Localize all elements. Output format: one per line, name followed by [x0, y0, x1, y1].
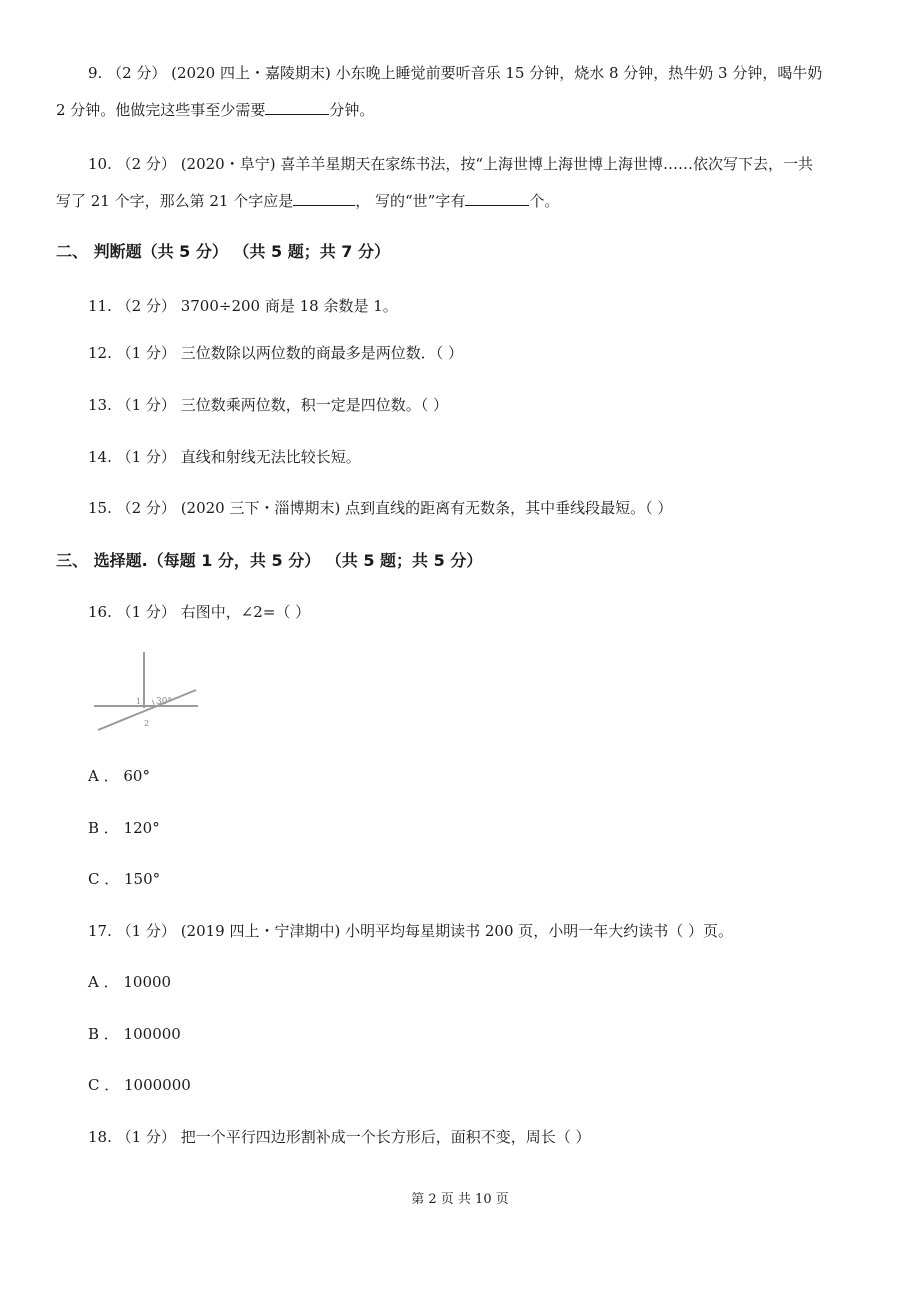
angle-label-2: 2	[144, 719, 150, 728]
section-3-title: 三、 选择题.（每题 1 分，共 5 分） （共 5 题；共 5 分）	[56, 551, 483, 570]
question-17: 17. （1 分） (2019 四上・宁津期中) 小明平均每星期读书 200 页，小明一年大约读书（ ）页。	[88, 922, 734, 940]
question-13: 13. （1 分） 三位数乘两位数，积一定是四位数。（ ）	[88, 396, 448, 414]
question-11: 11. （2 分） 3700÷200 商是 18 余数是 1。	[88, 297, 398, 315]
q16-option-b[interactable]: B ． 120°	[88, 819, 160, 837]
q16-option-a[interactable]: A ． 60°	[88, 767, 150, 785]
question-10-text-c: 个。	[529, 192, 560, 210]
question-9-text-a: 2 分钟。他做完这些事至少需要	[56, 101, 266, 119]
angle-diagram	[92, 650, 204, 734]
question-18: 18. （1 分） 把一个平行四边形割补成一个长方形后，面积不变，周长（ ）	[88, 1128, 591, 1146]
q17-option-c[interactable]: C ． 1000000	[88, 1076, 191, 1094]
angle-label-30: 30°	[156, 697, 172, 707]
q16-option-c[interactable]: C ． 150°	[88, 870, 161, 888]
question-10-line-2	[56, 190, 559, 212]
question-9-text-b: 分钟。	[329, 101, 375, 119]
question-14: 14. （1 分） 直线和射线无法比较长短。	[88, 448, 361, 466]
q17-option-b[interactable]: B ． 100000	[88, 1025, 181, 1043]
question-16: 16. （1 分） 右图中，∠2=（ ）	[88, 603, 311, 621]
question-10-line-1: 10. （2 分） (2020・阜宁) 喜羊羊星期天在家练书法，按“上海世博上海世博上海世博……依次写下去，一共	[88, 155, 814, 173]
angle-figure	[92, 650, 204, 734]
question-10-text-b: ， 写的“世”字有	[355, 192, 466, 210]
answer-blank[interactable]	[265, 100, 329, 115]
question-9-line-2	[56, 99, 374, 121]
question-9-line-1: 9. （2 分） (2020 四上・嘉陵期末) 小东晚上睡觉前要听音乐 15 分钟，烧水 8 分钟，热牛奶 3 分钟，喝牛奶	[88, 64, 823, 82]
angle-label-1: 1	[136, 697, 142, 706]
q17-option-a[interactable]: A ． 10000	[88, 973, 172, 991]
page-footer: 第 2 页 共 10 页	[411, 1192, 509, 1207]
answer-blank[interactable]	[293, 191, 355, 206]
answer-blank[interactable]	[465, 191, 529, 206]
question-10-text-a: 写了 21 个字，那么第 21 个字应是	[56, 192, 294, 210]
question-15: 15. （2 分） (2020 三下・淄博期末) 点到直线的距离有无数条，其中垂线段最短。（ ）	[88, 499, 673, 517]
section-2-title: 二、 判断题（共 5 分） （共 5 题；共 7 分）	[56, 242, 390, 261]
question-12: 12. （1 分） 三位数除以两位数的商最多是两位数．（ ）	[88, 344, 463, 362]
